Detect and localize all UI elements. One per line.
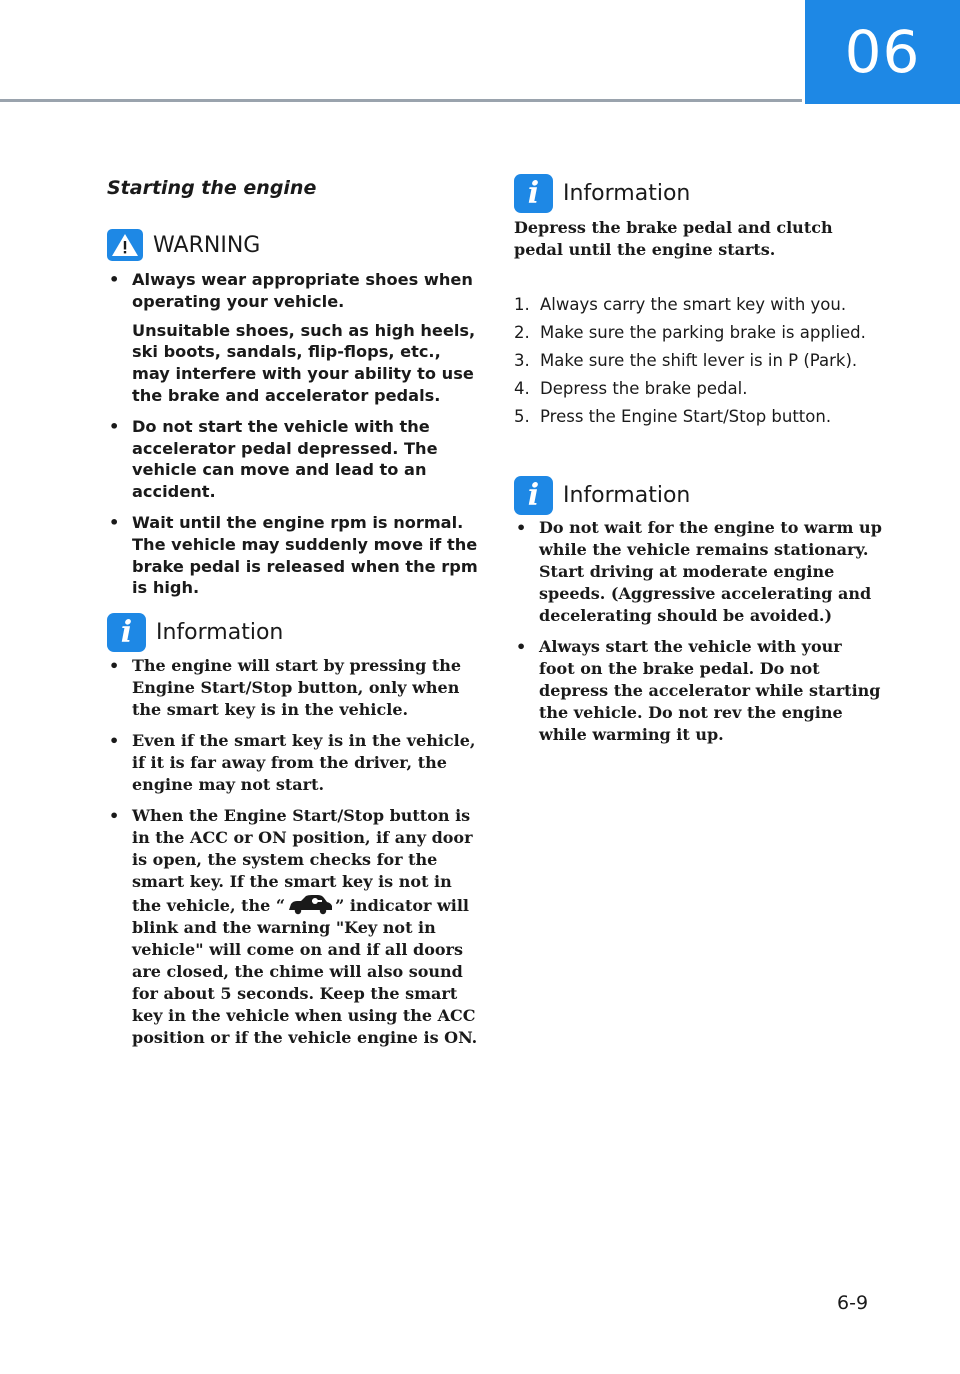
info-item [107, 730, 479, 796]
step-number: 5. [514, 407, 530, 426]
info-icon: i [514, 174, 553, 213]
warning-list [107, 269, 479, 608]
info-header [107, 613, 283, 652]
step-text: Make sure the shift lever is in P (Park). [540, 351, 858, 370]
step-item [514, 378, 882, 399]
info-item [107, 655, 479, 721]
info-item [514, 517, 882, 627]
header-rule [0, 99, 802, 102]
warning-header [107, 229, 260, 261]
info-label: Information [563, 483, 691, 508]
info-list [514, 517, 882, 755]
info-label: Information [156, 620, 284, 645]
info-label: Information [563, 181, 691, 206]
step-number: 1. [514, 295, 530, 314]
info-item [107, 805, 479, 1049]
info-icon: i [107, 613, 146, 652]
info-item-text: ” indicator will blink and the warning "Key not in vehicle" will come on and if all doors are closed, the chime will also sound for about 5 seconds. Keep the smart key in the vehicle when using the ACC position or if the vehicle engine is ON. [132, 896, 478, 1047]
info-header [514, 174, 690, 213]
steps-list [514, 294, 882, 434]
step-number: 4. [514, 379, 530, 398]
warning-item [107, 269, 479, 407]
page-number: 6-9 [837, 1292, 869, 1314]
step-text: Press the Engine Start/Stop button. [540, 407, 832, 426]
step-item [514, 322, 882, 343]
warning-item-text: • Wait until the engine rpm is normal. The vehicle may suddenly move if the brake pedal is released when the rpm is high. [132, 512, 478, 598]
warning-item-text: • Always wear appropriate shoes when operating your vehicle. [132, 270, 473, 311]
step-text: Always carry the smart key with you. [540, 295, 847, 314]
step-text: Depress the brake pedal. [540, 379, 748, 398]
step-text: Make sure the parking brake is applied. [540, 323, 866, 342]
info-list [107, 655, 479, 1058]
warning-item [107, 416, 479, 503]
warning-item-text: Unsuitable shoes, such as high heels, ski boots, sandals, flip-flops, etc., may interfere with your ability to use the brake and accelerator pedals. [132, 320, 476, 405]
chapter-tab: 06 [805, 0, 960, 104]
info-item-text: The engine will start by pressing the Engine Start/Stop button, only when the smart key is in the vehicle. [132, 656, 462, 719]
info-item-text: When the Engine Start/Stop button is in the ACC or ON position, if any door is open, the system checks for the smart key. If the smart key is not in the vehicle, the “ [132, 806, 473, 915]
warning-label: WARNING [153, 232, 261, 258]
warning-item [107, 512, 479, 599]
info-item-text: Do not wait for the engine to warm up while the vehicle remains stationary. Start driving at moderate engine speeds. (Aggressive accelerating and decelerating should be avoided.) [539, 518, 882, 625]
info-item-text: Even if the smart key is in the vehicle, if it is far away from the driver, the engine may not start. [132, 731, 476, 794]
step-number: 3. [514, 351, 530, 370]
warning-triangle-icon [107, 229, 143, 261]
section-title: Starting the engine [107, 177, 317, 199]
info-icon: i [514, 476, 553, 515]
step-item [514, 294, 882, 315]
step-number: 2. [514, 323, 530, 342]
warning-item-text: • Do not start the vehicle with the accelerator pedal depressed. The vehicle can move and lead to an accident. [132, 416, 438, 502]
info-item-text: Always start the vehicle with your foot on the brake pedal. Do not depress the accelerator while starting the vehicle. Do not rev the engine while warming it up. [539, 637, 881, 744]
car-key-indicator-icon [285, 893, 335, 915]
step-item [514, 406, 882, 427]
info-text: Depress the brake pedal and clutch pedal until the engine starts. [514, 218, 833, 259]
info-item [514, 636, 882, 746]
step-item [514, 350, 882, 371]
info-header [514, 476, 690, 515]
